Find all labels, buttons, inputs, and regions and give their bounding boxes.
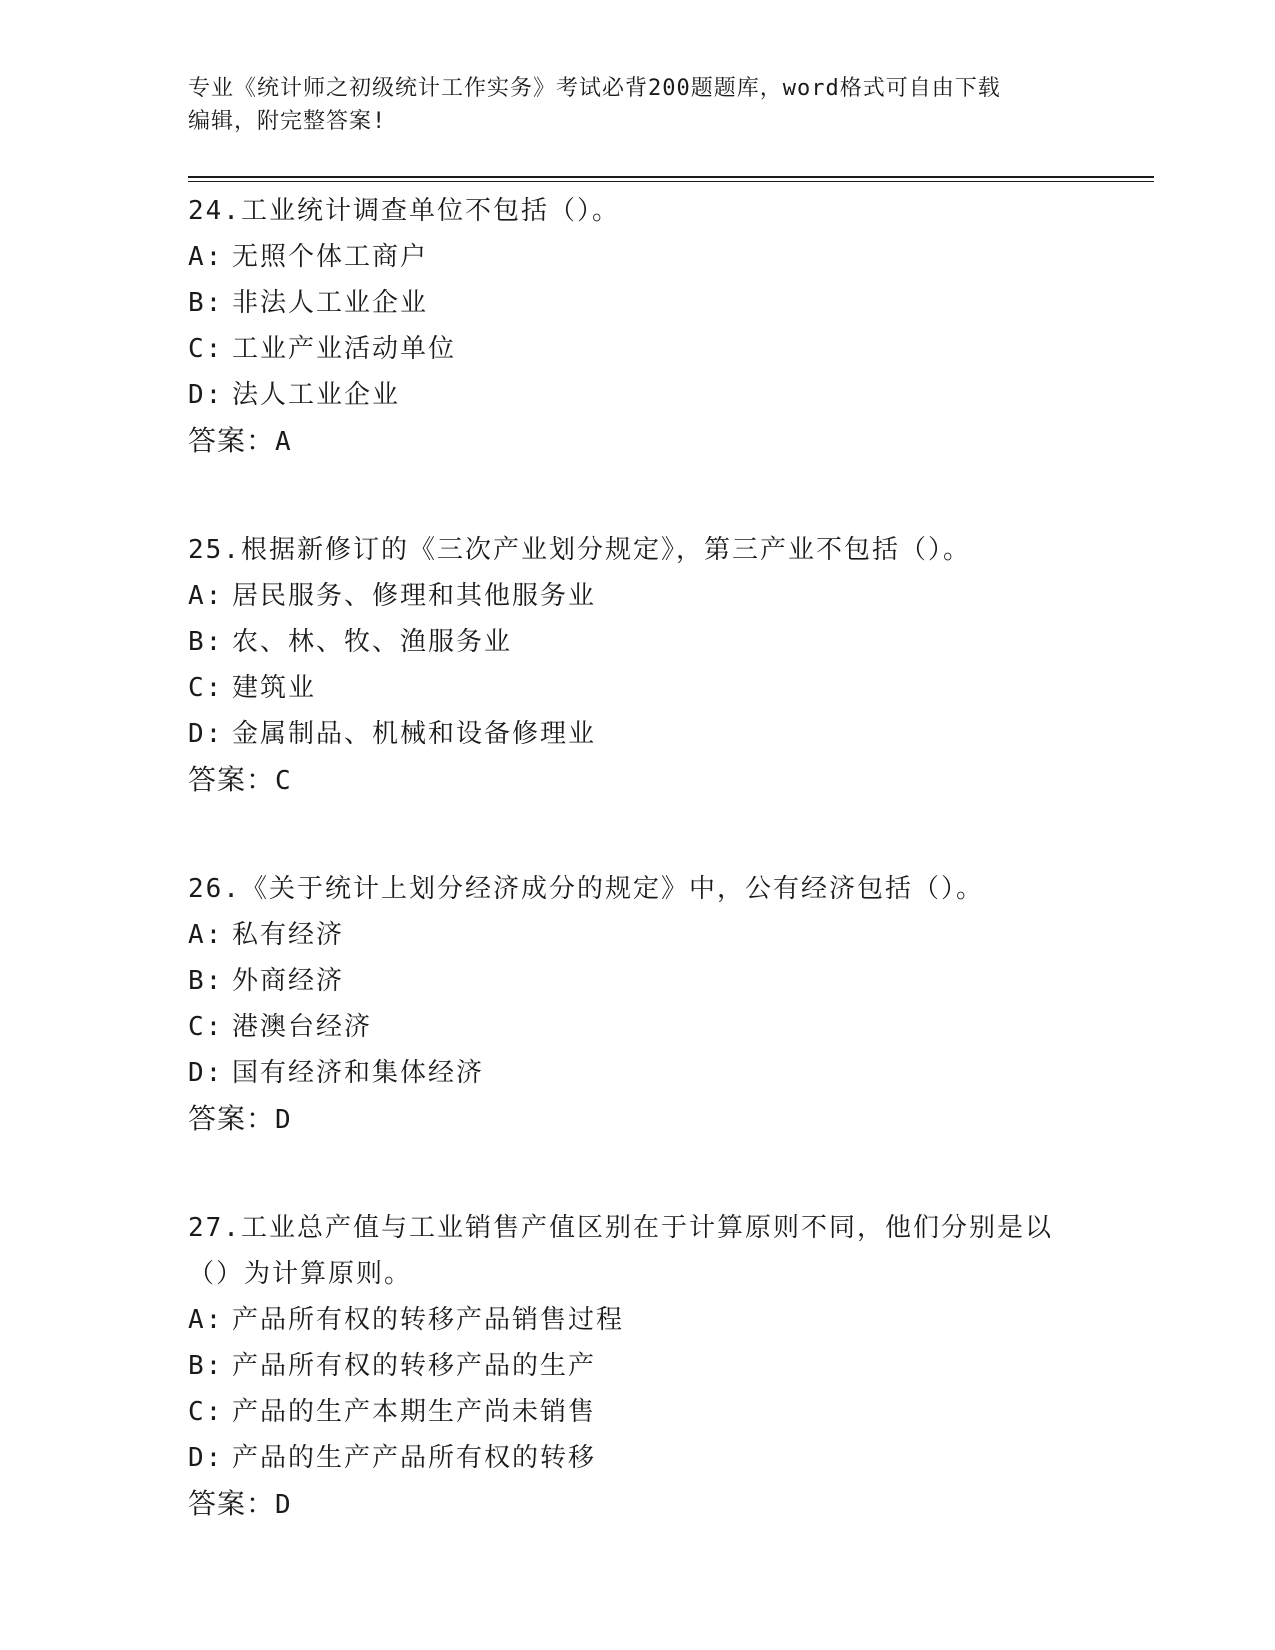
option-text: 产品所有权的转移产品的生产: [232, 1351, 597, 1381]
option-d: [188, 1435, 1088, 1481]
option-key: A:: [188, 1305, 224, 1335]
question-list: [188, 188, 1088, 1590]
answer-label: 答案：: [188, 1487, 276, 1520]
option-d: [188, 711, 1088, 757]
question-item: [188, 188, 1088, 465]
option-key: B:: [188, 966, 224, 996]
question-item: [188, 527, 1088, 804]
answer-line: [188, 1096, 1088, 1143]
option-c: [188, 665, 1088, 711]
option-text: 工业产业活动单位: [232, 334, 457, 364]
option-d: [188, 372, 1088, 418]
option-b: [188, 619, 1088, 665]
header-line-2: 编辑，附完整答案!: [188, 109, 387, 134]
question-stem: 24.工业统计调查单位不包括（）。: [188, 196, 620, 226]
question-item: [188, 1205, 1088, 1528]
option-key: A:: [188, 920, 224, 950]
answer-label: 答案：: [188, 1102, 276, 1135]
option-text: 金属制品、机械和设备修理业: [232, 719, 597, 749]
answer-label: 答案：: [188, 763, 276, 796]
option-c: [188, 1389, 1088, 1435]
option-b: [188, 280, 1088, 326]
question-stem: 26.《关于统计上划分经济成分的规定》中，公有经济包括（）。: [188, 874, 984, 904]
option-d: [188, 1050, 1088, 1096]
option-key: C:: [188, 1397, 224, 1427]
option-text: 港澳台经济: [232, 1012, 373, 1042]
option-a: [188, 912, 1088, 958]
answer-line: [188, 757, 1088, 804]
answer-line: [188, 1481, 1088, 1528]
question-stem: 25.根据新修订的《三次产业划分规定》，第三产业不包括（）。: [188, 535, 971, 565]
option-text: 农、林、牧、渔服务业: [232, 627, 513, 657]
option-c: [188, 1004, 1088, 1050]
answer-value: A: [275, 427, 292, 457]
option-a: [188, 234, 1088, 280]
answer-line: [188, 418, 1088, 465]
option-text: 外商经济: [232, 966, 345, 996]
question-item: [188, 866, 1088, 1143]
option-b: [188, 1343, 1088, 1389]
option-text: 无照个体工商户: [232, 242, 429, 272]
option-key: A:: [188, 581, 224, 611]
option-key: C:: [188, 1012, 224, 1042]
option-key: D:: [188, 1443, 224, 1473]
option-b: [188, 958, 1088, 1004]
answer-label: 答案：: [188, 424, 276, 457]
option-key: D:: [188, 380, 224, 410]
question-stem: 27.工业总产值与工业销售产值区别在于计算原则不同，他们分别是以（）为计算原则。: [188, 1213, 1053, 1289]
option-key: C:: [188, 673, 224, 703]
option-a: [188, 1297, 1088, 1343]
option-key: D:: [188, 719, 224, 749]
answer-value: C: [275, 766, 292, 796]
option-text: 产品的生产产品所有权的转移: [232, 1443, 597, 1473]
option-text: 产品所有权的转移产品销售过程: [232, 1305, 625, 1335]
answer-value: D: [275, 1105, 292, 1135]
option-text: 建筑业: [232, 673, 317, 703]
document-header: [188, 72, 1088, 138]
option-a: [188, 573, 1088, 619]
option-text: 国有经济和集体经济: [232, 1058, 485, 1088]
header-line-1: 专业《统计师之初级统计工作实务》考试必背200题题库，word格式可自由下载: [188, 76, 1001, 101]
option-key: A:: [188, 242, 224, 272]
option-text: 产品的生产本期生产尚未销售: [232, 1397, 597, 1427]
option-key: B:: [188, 288, 224, 318]
option-text: 私有经济: [232, 920, 345, 950]
option-key: B:: [188, 627, 224, 657]
option-key: D:: [188, 1058, 224, 1088]
option-text: 非法人工业企业: [232, 288, 429, 318]
header-divider-thick: [188, 176, 1154, 178]
option-text: 法人工业企业: [232, 380, 401, 410]
option-text: 居民服务、修理和其他服务业: [232, 581, 597, 611]
option-key: B:: [188, 1351, 224, 1381]
option-c: [188, 326, 1088, 372]
header-divider-thin: [188, 181, 1154, 182]
option-key: C:: [188, 334, 224, 364]
answer-value: D: [275, 1490, 292, 1520]
